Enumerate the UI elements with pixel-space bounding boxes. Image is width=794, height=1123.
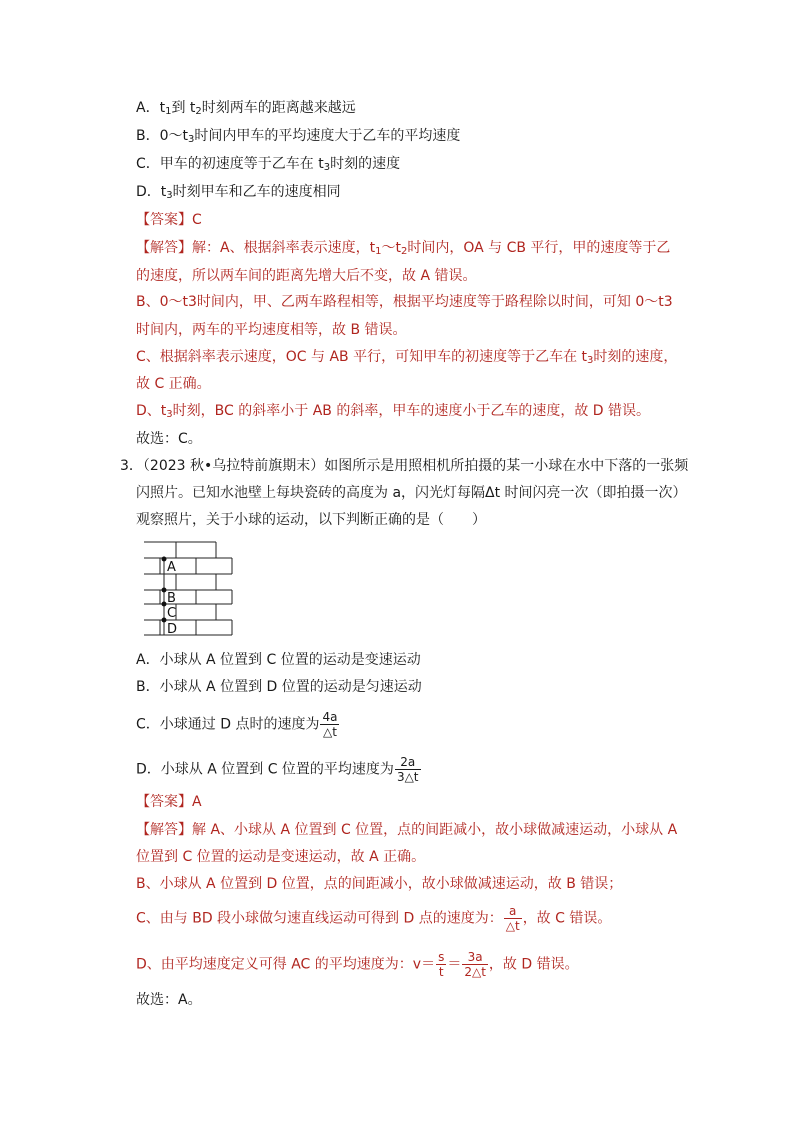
- figure-label-c: C: [167, 606, 177, 621]
- q2-analysis-line-7: [136, 401, 650, 425]
- q3-option-c: [136, 710, 340, 739]
- q3-option-d-text: D．小球从 A 位置到 C 位置的平均速度为: [136, 761, 394, 778]
- q3-analysis-line-3: B、小球从 A 位置到 D 位置，点的间距减小，故小球做减速运动，故 B 错误；: [136, 876, 623, 892]
- analysis-text: ～t: [381, 240, 401, 256]
- subscript: 2: [400, 246, 408, 257]
- subscript: 3: [166, 409, 173, 420]
- analysis-text: ，故 D 错误。: [488, 956, 579, 973]
- analysis-label: 【解答】: [136, 240, 192, 256]
- subscript: 3: [188, 134, 195, 145]
- q2-option-a-text-mid: 到 t: [171, 100, 196, 116]
- fraction-denominator: △t: [320, 724, 339, 739]
- figure-label-a: A: [167, 560, 176, 575]
- fraction-denominator: 2△t: [464, 965, 486, 979]
- fraction: [504, 904, 522, 933]
- fraction: [395, 755, 421, 784]
- q2-analysis-line-2: 的速度，所以两车间的距离先增大后不变，故 A 错误。: [136, 268, 477, 284]
- subscript: 1: [375, 246, 382, 257]
- q2-option-b-text: B．0～t: [136, 128, 189, 144]
- fraction-denominator: t: [436, 964, 446, 979]
- q3-answer: [136, 792, 202, 812]
- fraction: [320, 710, 339, 739]
- ball-position-b: [162, 588, 167, 593]
- q2-answer: [136, 210, 202, 230]
- fraction-numerator: 3a: [467, 950, 483, 964]
- q3-option-d: [136, 755, 422, 784]
- analysis-label: 【解答】: [136, 822, 192, 838]
- analysis-text: 解 A、小球从 A 位置到 C 位置，点的间距减小，故小球做减速运动，小球从 A: [192, 822, 678, 838]
- subscript: 3: [323, 162, 331, 173]
- q2-analysis-line-6: 故 C 正确。: [136, 376, 211, 392]
- q2-option-a: [136, 98, 356, 122]
- subscript: 1: [165, 106, 172, 117]
- ball-position-c: [162, 602, 167, 607]
- q3-option-b: B．小球从 A 位置到 D 位置的运动是匀速运动: [136, 679, 422, 695]
- equals-sign: ＝: [447, 956, 462, 973]
- q3-stem-line-3: 观察照片，关于小球的运动，以下判断正确的是（ ）: [136, 512, 486, 528]
- q3-option-c-text: C．小球通过 D 点时的速度为: [136, 716, 320, 733]
- answer-value: A: [192, 794, 202, 810]
- fraction-numerator: s: [438, 950, 445, 964]
- analysis-text: 解：A、根据斜率表示速度，t: [192, 240, 376, 256]
- q2-option-a-text-end: 时刻两车的距离越来越远: [201, 100, 356, 116]
- q2-option-c-text: C．甲车的初速度等于乙车在 t: [136, 156, 324, 172]
- q3-choose: 故选：A。: [136, 992, 202, 1008]
- q3-option-a: A．小球从 A 位置到 C 位置的运动是变速运动: [136, 652, 421, 668]
- q2-option-d-text: D．t: [136, 184, 167, 200]
- q2-option-b: [136, 126, 460, 150]
- fraction-numerator: a: [509, 904, 517, 918]
- q2-option-a-text: A．t: [136, 100, 166, 116]
- analysis-text: D、t: [136, 403, 167, 419]
- q3-analysis-line-5: [136, 950, 579, 979]
- analysis-text: D、由平均速度定义可得 AC 的平均速度为：v＝: [136, 956, 436, 973]
- analysis-text: C、由与 BD 段小球做匀速直线运动可得到 D 点的速度为：: [136, 910, 503, 927]
- q2-option-b-text-end: 时间内甲车的平均速度大于乙车的平均速度: [194, 128, 461, 144]
- q3-stem-line-1: 3．（2023 秋•乌拉特前旗期末）如图所示是用照相机所拍摄的某一小球在水中下落的一张频: [120, 458, 689, 474]
- analysis-text: 时刻，BC 的斜率小于 AB 的斜率，甲车的速度小于乙车的速度，故 D 错误。: [172, 403, 651, 419]
- analysis-text: 时刻的速度，: [593, 349, 678, 365]
- q2-analysis-line-3: B、0～t3时间内，甲、乙两车路程相等，根据平均速度等于路程除以时间，可知 0～t3: [136, 294, 673, 310]
- q3-analysis-line-2: 位置到 C 位置的运动是变速运动，故 A 正确。: [136, 849, 426, 865]
- q2-option-d-text-end: 时刻甲车和乙车的速度相同: [172, 184, 341, 200]
- brick-wall-figure: [140, 540, 236, 638]
- q2-analysis-line-5: [136, 347, 677, 371]
- answer-value: C: [192, 212, 202, 228]
- subscript: 3: [166, 190, 173, 201]
- q2-option-c: [136, 154, 400, 178]
- fraction-denominator: 3△t: [396, 770, 419, 784]
- q2-analysis-line-4: 时间内，两车的平均速度相等，故 B 错误。: [136, 322, 407, 338]
- subscript: 2: [195, 106, 202, 117]
- analysis-text: C、根据斜率表示速度，OC 与 AB 平行，可知甲车的初速度等于乙车在 t: [136, 349, 588, 365]
- q3-analysis-line-1: [136, 820, 677, 840]
- q2-option-d: [136, 182, 341, 206]
- answer-label: 【答案】: [136, 794, 192, 810]
- q3-analysis-line-4: [136, 904, 611, 933]
- q2-choose: 故选：C。: [136, 431, 202, 447]
- q3-stem-line-2: 闪照片。已知水池壁上每块瓷砖的高度为 a，闪光灯每隔Δt 时间闪亮一次（即拍摄一次）: [136, 485, 687, 501]
- q2-option-c-text-end: 时刻的速度: [330, 156, 401, 172]
- figure-label-b: B: [167, 591, 176, 606]
- fraction: [462, 950, 488, 979]
- figure-label-d: D: [167, 622, 178, 637]
- answer-label: 【答案】: [136, 212, 192, 228]
- fraction-denominator: △t: [505, 919, 520, 933]
- analysis-text: 时间内，OA 与 CB 平行，甲的速度等于乙: [407, 240, 671, 256]
- fraction: [436, 950, 446, 979]
- ball-position-a: [162, 557, 167, 562]
- subscript: 3: [587, 355, 594, 366]
- fraction-numerator: 2a: [400, 755, 416, 769]
- ball-position-d: [162, 618, 167, 623]
- q2-analysis-line-1: [136, 238, 670, 262]
- fraction-numerator: 4a: [322, 710, 338, 724]
- analysis-text: ，故 C 错误。: [522, 910, 612, 927]
